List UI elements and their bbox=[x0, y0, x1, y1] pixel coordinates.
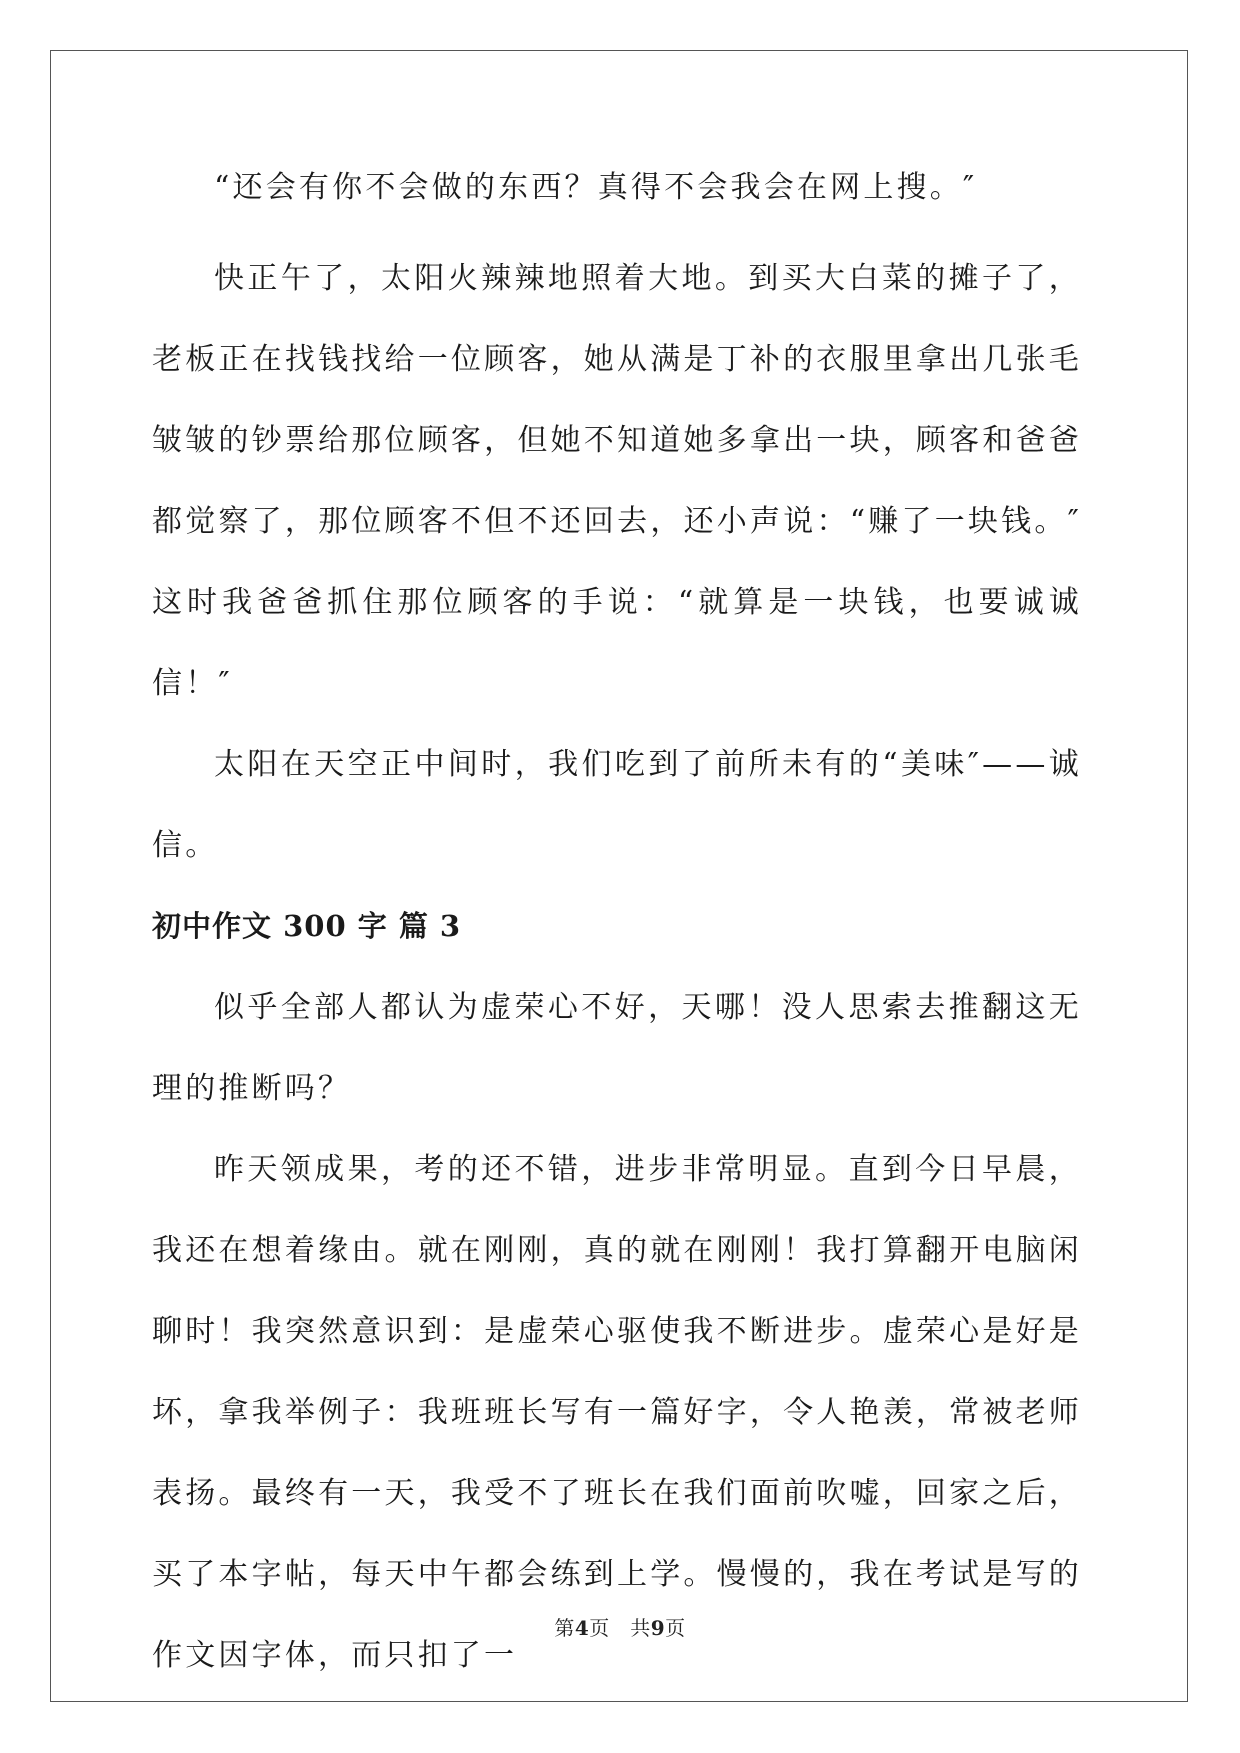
footer-prefix: 第 bbox=[554, 1616, 575, 1640]
paragraph-dialog-line: “还会有你不会做的东西？真得不会我会在网上搜。″ bbox=[214, 170, 978, 205]
current-page-number: 4 bbox=[574, 1616, 590, 1640]
page-footer bbox=[0, 1612, 1240, 1641]
paragraph-honesty-conclusion: 太阳在天空正中间时，我们吃到了前所未有的“美味″——诚信。 bbox=[152, 747, 1082, 863]
footer-middle: 页 共 bbox=[589, 1616, 651, 1640]
paragraph-vanity-intro: 似乎全部人都认为虚荣心不好，天哪！没人思索去推翻这无理的推断吗？ bbox=[152, 990, 1082, 1106]
paragraph-market-scene: 快正午了，太阳火辣辣地照着大地。到买大白菜的摊子了，老板正在找钱找给一位顾客，她从满是丁补的衣服里拿出几张毛皱皱的钞票给那位顾客，但她不知道她多拿出一块，顾客和爸爸都觉察了，那位顾客不但不还回去，还小声说：“赚了一块钱。″这时我爸爸抓住那位顾客的手说：“就算是一块钱，也要诚诚信！″ bbox=[152, 261, 1082, 701]
total-page-number: 9 bbox=[650, 1616, 666, 1640]
paragraph-vanity-story: 昨天领成果，考的还不错，进步非常明显。直到今日早晨，我还在想着缘由。就在刚刚，真的就在刚刚！我打算翻开电脑闲聊时！我突然意识到：是虚荣心驱使我不断进步。虚荣心是好是坏，拿我举例子：我班班长写有一篇好字，令人艳羡，常被老师表扬。最终有一天，我受不了班长在我们面前吹嘘，回家之后，买了本字帖，每天中午都会练到上学。慢慢的，我在考试是写的作文因字体，而只扣了一 bbox=[152, 1152, 1082, 1673]
section-heading: 初中作文 300 字 篇 3 bbox=[152, 909, 462, 943]
document-body bbox=[152, 158, 1082, 1696]
footer-suffix: 页 bbox=[665, 1616, 686, 1640]
